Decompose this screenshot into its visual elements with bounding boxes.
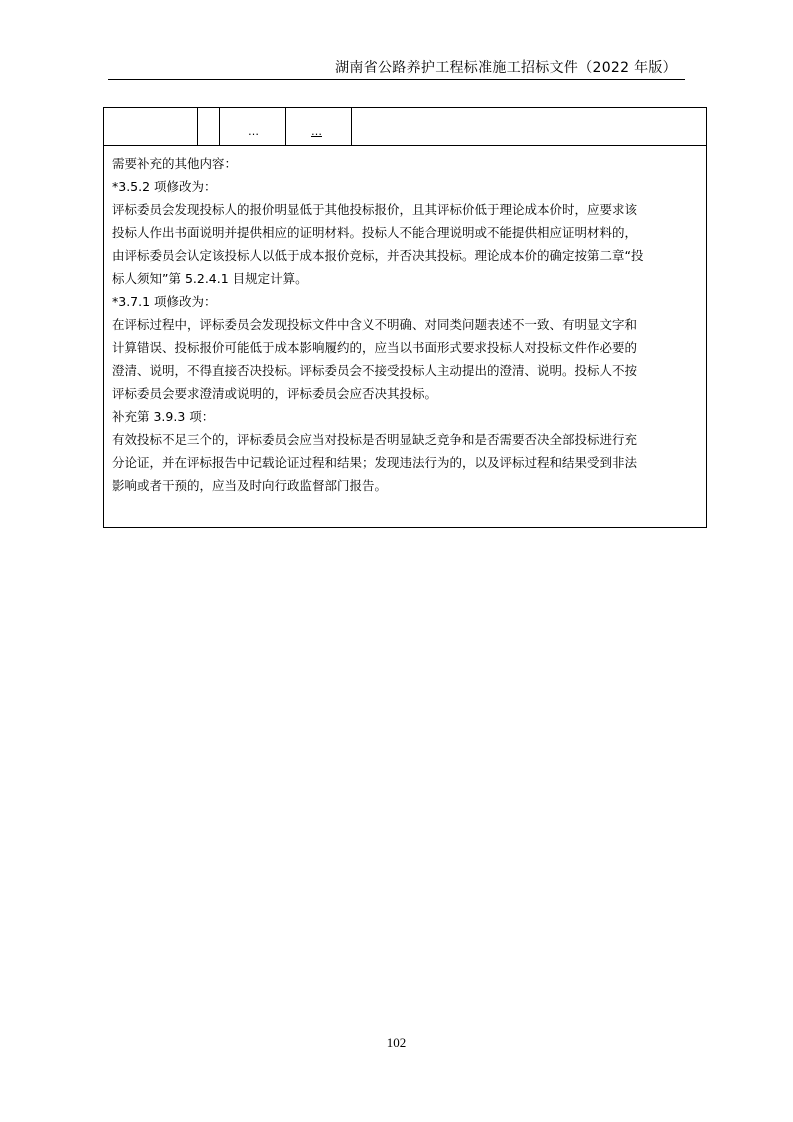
content-line: 影响或者干预的，应当及时向行政监督部门报告。	[112, 478, 388, 493]
table-top-row	[104, 108, 706, 146]
column-divider-1	[197, 108, 198, 145]
content-line: *3.7.1 项修改为：	[112, 294, 217, 309]
content-line: 有效投标不足三个的，评标委员会应当对投标是否明显缺乏竞争和是否需要否决全部投标进行充	[112, 432, 638, 447]
content-line: 分论证，并在评标报告中记载论证过程和结果；发现违法行为的，以及评标过程和结果受到非法	[112, 455, 638, 470]
column-divider-4	[351, 108, 352, 145]
content-line: 澄清、说明，不得直接否决投标。评标委员会不接受投标人主动提出的澄清、说明。投标人不按	[112, 363, 638, 378]
content-line: 由评标委员会认定该投标人以低于成本报价竞标，并否决其投标。理论成本价的确定按第二章“投	[112, 248, 644, 263]
evaluation-table	[103, 107, 707, 528]
content-line: 需要补充的其他内容：	[112, 156, 238, 171]
content-line: 在评标过程中，评标委员会发现投标文件中含义不明确、对同类问题表述不一致、有明显文字和	[112, 317, 638, 332]
page-number: 102	[386, 1035, 407, 1050]
content-line: 补充第 3.9.3 项：	[112, 409, 215, 424]
document-header-title: 湖南省公路养护工程标准施工招标文件（2022 年版）	[335, 60, 677, 76]
table-cell-ellipsis-2: …	[311, 125, 322, 138]
content-line: 投标人作出书面说明并提供相应的证明材料。投标人不能合理说明或不能提供相应证明材料的，	[112, 225, 638, 240]
column-divider-2	[219, 108, 220, 145]
content-line: 标人须知”第 5.2.4.1 目规定计算。	[112, 271, 308, 286]
content-line: 计算错误、投标报价可能低于成本影响履约的，应当以书面形式要求投标人对投标文件作必要的	[112, 340, 638, 355]
supplementary-content	[112, 152, 702, 497]
content-line: 评标委员会要求澄清或说明的，评标委员会应否决其投标。	[112, 386, 438, 401]
header-divider	[108, 79, 685, 80]
column-divider-3	[285, 108, 286, 145]
table-cell-ellipsis-1: …	[248, 125, 259, 138]
content-line: 评标委员会发现投标人的报价明显低于其他投标报价，且其评标价低于理论成本价时，应要求该	[112, 202, 638, 217]
content-line: *3.5.2 项修改为：	[112, 179, 217, 194]
